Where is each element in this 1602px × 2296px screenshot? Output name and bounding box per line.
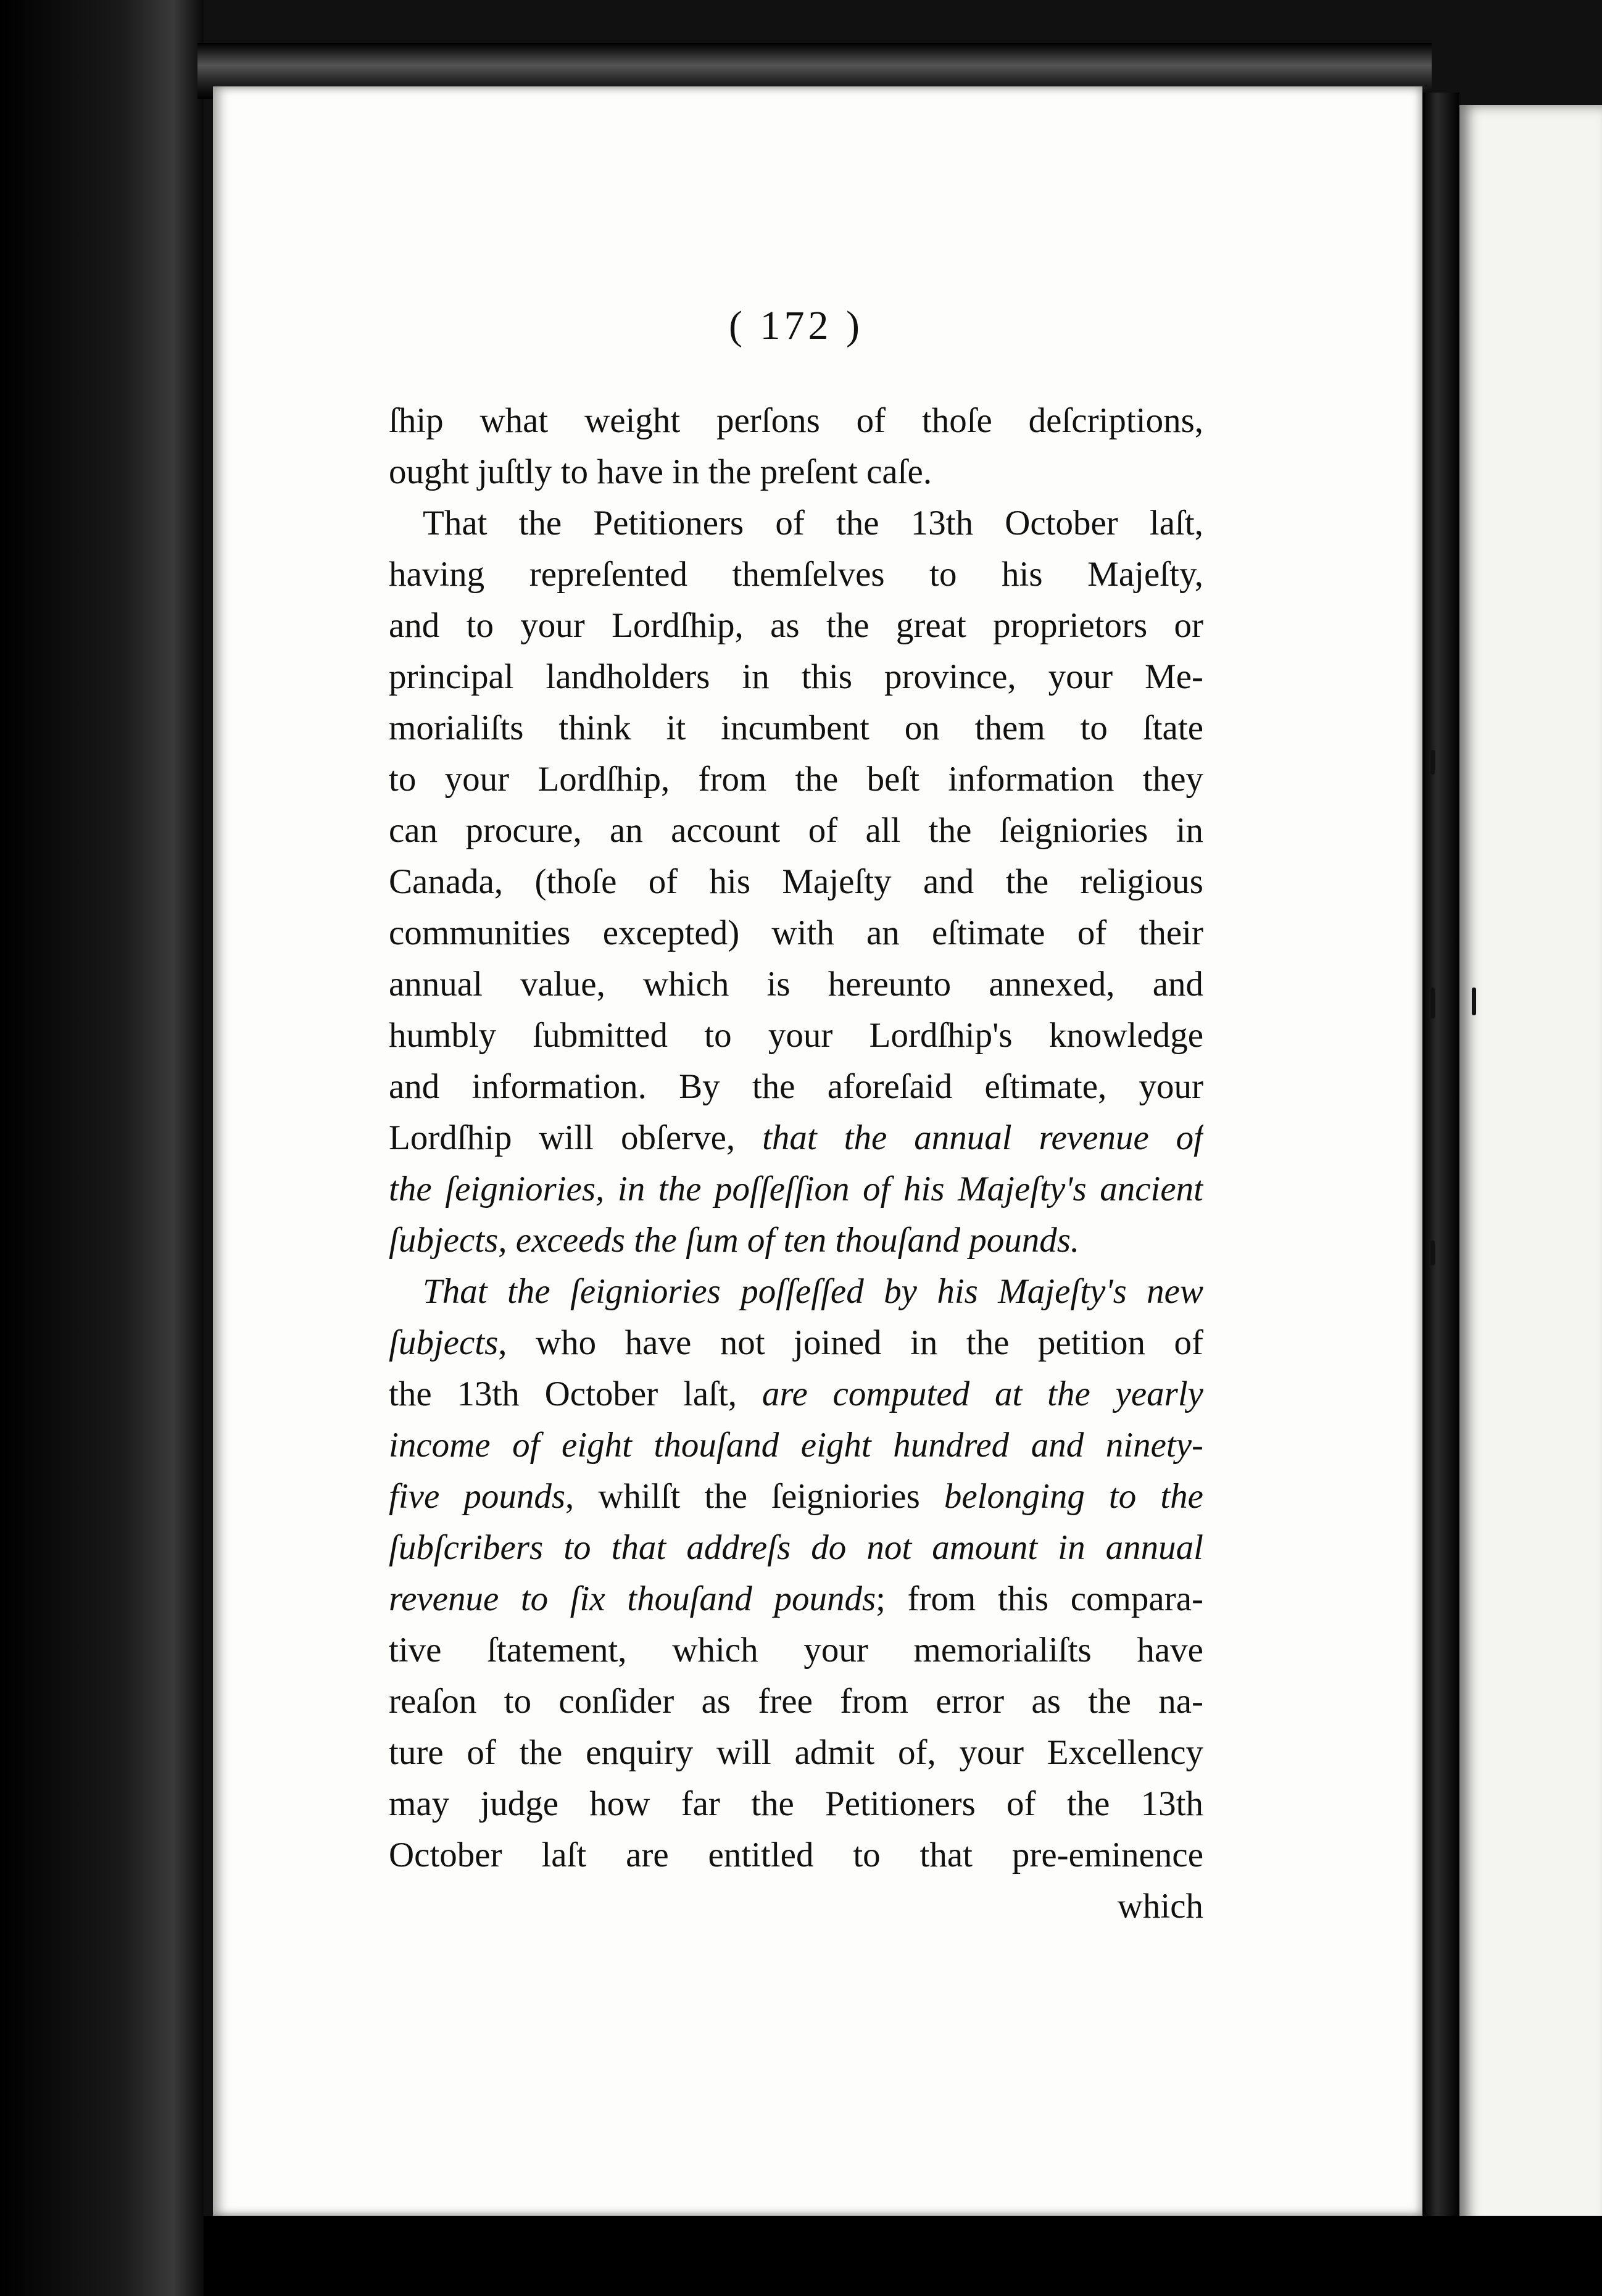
text-line — [389, 446, 1203, 497]
italic-text-run: ſubſcribers to that addreſs do not amount in annual — [389, 1528, 1203, 1567]
italic-text-run: ſubjects, exceeds the ſum of ten thouſand pounds. — [389, 1221, 1080, 1260]
text-line — [389, 1112, 1203, 1163]
text-line — [389, 1266, 1203, 1317]
italic-text-run: are computed at the yearly — [762, 1375, 1203, 1413]
text-line — [389, 1471, 1203, 1522]
text-line — [389, 497, 1203, 549]
text-run: Canada, (thoſe of his Majeſty and the religious — [389, 862, 1203, 901]
gutter-mark — [1430, 1241, 1435, 1265]
italic-text-run: the ſeigniories, in the poſſeſſion of his Majeſty's ancient — [389, 1170, 1203, 1208]
text-line — [389, 1727, 1203, 1778]
text-line — [389, 856, 1203, 907]
text-run: humbly ſubmitted to your Lordſhip's knowledge — [389, 1016, 1203, 1055]
text-run: Lordſhip will obſerve, — [389, 1118, 763, 1157]
text-line — [389, 1420, 1203, 1471]
gutter-mark — [1430, 750, 1435, 775]
gutter-mark — [1430, 988, 1435, 1018]
text-line — [389, 600, 1203, 651]
text-run: the 13th October laſt, — [389, 1375, 762, 1413]
text-line — [389, 1522, 1203, 1573]
text-run: ought juſtly to have in the preſent caſe. — [389, 452, 932, 491]
text-run: October laſt are entitled to that pre-eminence — [389, 1836, 1203, 1874]
italic-text-run: revenue to ſix thouſand pounds — [389, 1579, 876, 1618]
text-run: reaſon to conſider as free from error as the na- — [389, 1682, 1203, 1721]
italic-text-run: ſubjects — [389, 1323, 499, 1362]
text-run: having repreſented themſelves to his Majeſty, — [389, 555, 1203, 594]
page-bottom-edge — [204, 2216, 1602, 2296]
page-text — [389, 395, 1203, 1932]
text-line — [389, 1573, 1203, 1624]
text-run: may judge how far the Petitioners of the 13th — [389, 1784, 1203, 1823]
text-line — [389, 754, 1203, 805]
text-run: , whilſt the ſeigniories — [565, 1477, 944, 1516]
text-line — [389, 1163, 1203, 1215]
text-line — [389, 1010, 1203, 1061]
text-line — [389, 907, 1203, 959]
text-run: principal landholders in this province, your Me- — [389, 657, 1203, 696]
gutter-mark — [1472, 988, 1476, 1015]
text-line — [389, 1368, 1203, 1420]
text-line — [389, 1061, 1203, 1112]
text-run: can procure, an account of all the ſeigniories in — [389, 811, 1203, 850]
text-run: and to your Lordſhip, as the great proprietors or — [389, 606, 1203, 645]
text-run: annual value, which is hereunto annexed, and — [389, 965, 1203, 1004]
text-run: and information. By the aforeſaid eſtimate, your — [389, 1067, 1203, 1106]
text-line — [389, 651, 1203, 702]
text-run: morialiſts think it incumbent on them to ſtate — [389, 709, 1203, 747]
text-line — [389, 1624, 1203, 1676]
italic-text-run: that the annual revenue of — [762, 1118, 1203, 1157]
text-line — [389, 1829, 1203, 1881]
text-run: ſhip what weight perſons of thoſe deſcriptions, — [389, 401, 1203, 440]
facing-page-edge — [1459, 105, 1602, 2265]
book-spine-left — [0, 0, 204, 2296]
text-line — [389, 1215, 1203, 1266]
text-run: communities excepted) with an eſtimate of their — [389, 913, 1203, 952]
text-run: ture of the enquiry will admit of, your Excellency — [389, 1733, 1203, 1772]
text-run: ; from this compara- — [876, 1579, 1203, 1618]
text-line — [389, 1317, 1203, 1368]
italic-text-run: belonging to the — [944, 1477, 1203, 1516]
text-line — [389, 702, 1203, 754]
text-line — [389, 549, 1203, 600]
text-line — [389, 959, 1203, 1010]
text-line — [389, 1778, 1203, 1829]
italic-text-run: five pounds — [389, 1477, 566, 1516]
catchword: which — [1117, 1887, 1203, 1926]
text-line — [389, 395, 1203, 446]
text-run: , who have not joined in the petition of — [498, 1323, 1203, 1362]
text-line — [389, 805, 1203, 856]
italic-text-run: That the ſeigniories poſſeſſed by his Majeſty's new — [423, 1272, 1203, 1311]
text-run: to your Lordſhip, from the beſt information they — [389, 760, 1203, 799]
text-line — [389, 1676, 1203, 1727]
page-number: ( 172 ) — [729, 303, 863, 348]
text-run: That the Petitioners of the 13th October laſt, — [423, 504, 1203, 543]
text-run: tive ſtatement, which your memorialiſts have — [389, 1631, 1203, 1670]
book-gutter — [1422, 93, 1459, 2216]
italic-text-run: income of eight thouſand eight hundred and ninety- — [389, 1426, 1203, 1465]
